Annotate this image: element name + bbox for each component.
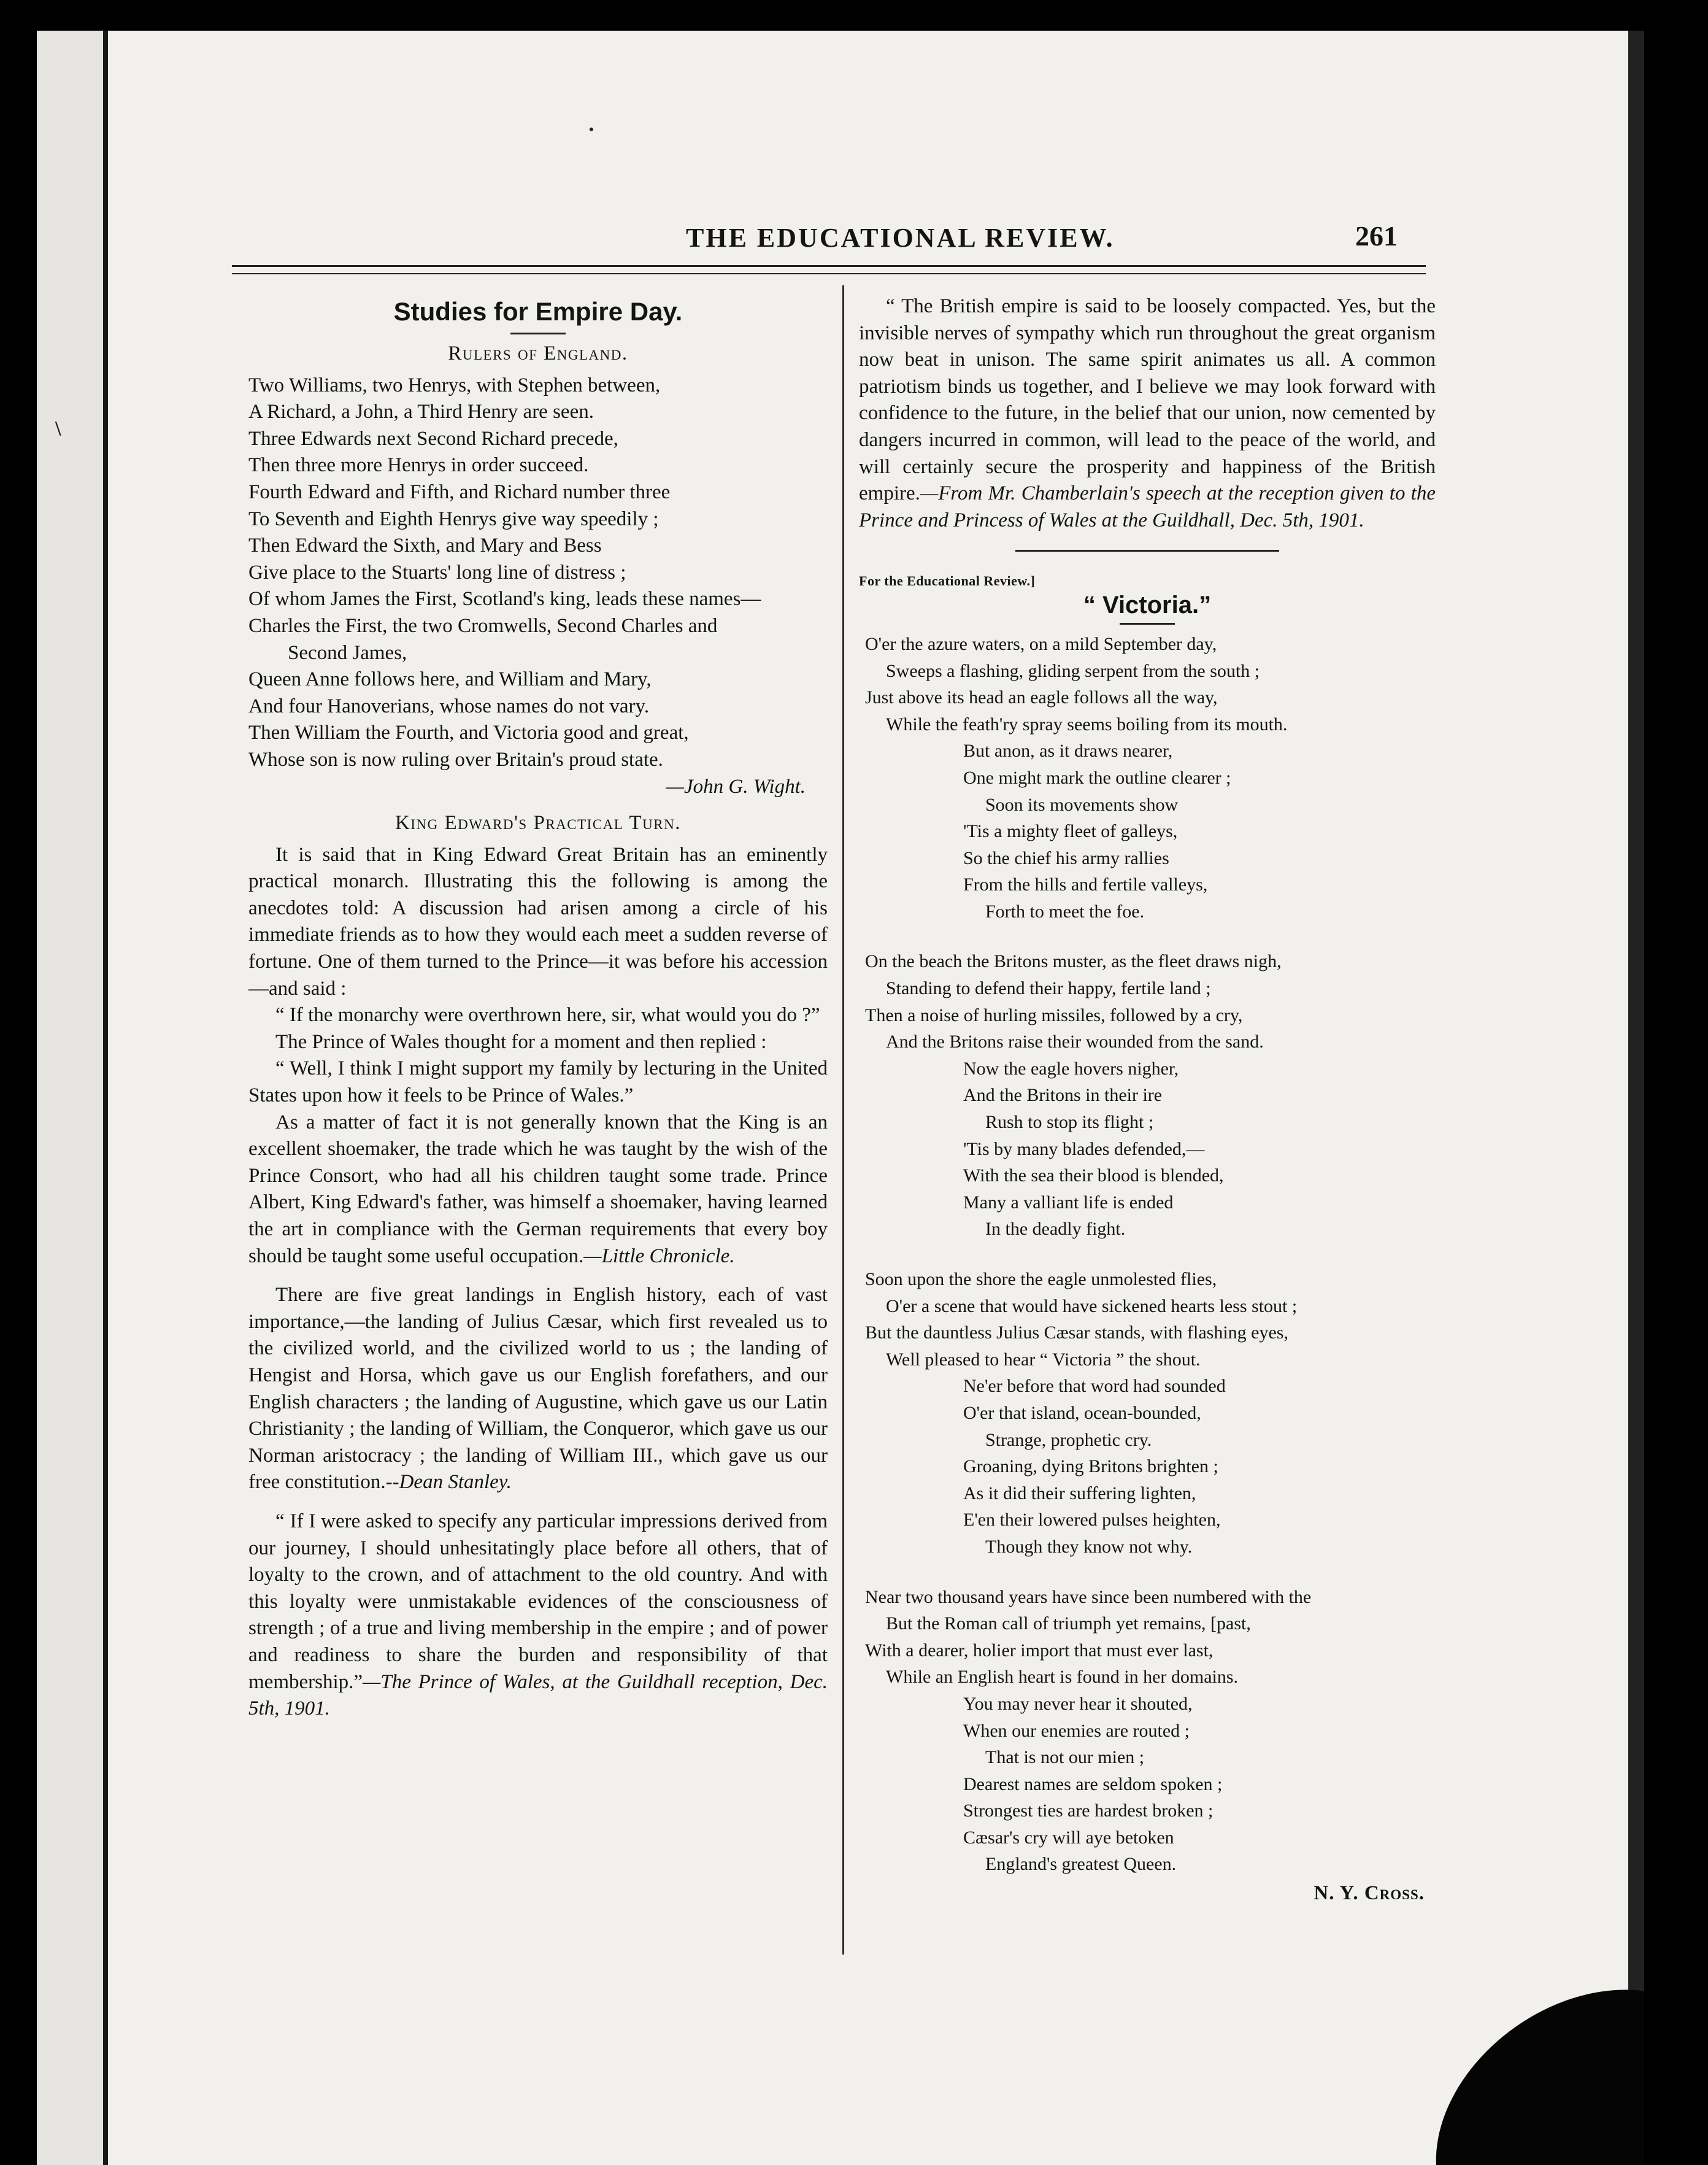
poem-line: With a dearer, holier import that must ever last, [865, 1640, 1214, 1661]
verse-line: Queen Anne follows here, and William and Mary, [248, 668, 652, 691]
poem-line: When our enemies are routed ; [963, 1720, 1190, 1741]
poem-line: Well pleased to hear “ Victoria ” the shout. [886, 1349, 1201, 1370]
scan-corner-shadow [1385, 1935, 1644, 2165]
practical-turn-subheading: King Edward's Practical Turn. [395, 812, 681, 835]
source-citation: --Dean Stanley. [385, 1471, 512, 1494]
poem-line: Now the eagle hovers nigher, [963, 1058, 1179, 1079]
verse-line: To Seventh and Eighth Henrys give way speedily ; [248, 507, 659, 530]
poem-line: But anon, as it draws nearer, [963, 741, 1173, 762]
poem-line: Dearest names are seldom spoken ; [963, 1773, 1223, 1794]
poem-line: So the chief his army rallies [963, 847, 1169, 868]
poem-line: Soon its movements show [985, 794, 1179, 815]
section-rule [1015, 550, 1279, 552]
landings-paragraph [248, 1282, 828, 1496]
poem-line: You may never hear it shouted, [963, 1693, 1193, 1714]
paragraph-text: As a matter of fact it is not generally known that the King is an excellent shoemaker, the trade which he was taught by the wish of the Prince Consort, who had all his children taught some trade. Prince Albert, King Edward's father, was himself a shoemaker, having learned the art in compliance with the German requirements that every boy should be taught some useful occupation. [248, 1111, 828, 1267]
rulers-attribution: —John G. Wight. [666, 775, 806, 798]
poem-line: England's greatest Queen. [985, 1854, 1177, 1875]
poem-line: Cæsar's cry will aye betoken [963, 1827, 1174, 1848]
poem-title: “ Victoria.” [1083, 591, 1212, 619]
poem-line: O'er a scene that would have sickened hearts less stout ; [886, 1295, 1298, 1316]
paragraph-text: There are five great landings in English history, each of vast importance,—the landing of Julius Cæsar, which first revealed us to the civilized world, and the civilized world to us ; the landing of Hengist and Horsa, which gave us our English forefathers, and our English characters ; the landing of Augustine, which gave us our Latin Christianity ; the landing of William, the Conqueror, which gave us our Norman aristocracy ; the landing of William III., which gave us our free constitution. [248, 1284, 828, 1494]
verse-line: Then Edward the Sixth, and Mary and Bess [248, 534, 602, 557]
poem-line: O'er that island, ocean-bounded, [963, 1402, 1201, 1423]
poem-line: 'Tis a mighty fleet of galleys, [963, 821, 1178, 842]
poem-line: Sweeps a flashing, gliding serpent from the south ; [886, 660, 1260, 681]
poem-signature: N. Y. Cross. [1314, 1882, 1425, 1905]
poem-line: One might mark the outline clearer ; [963, 767, 1231, 788]
poem-line: But the Roman call of triumph yet remains, [past, [886, 1613, 1251, 1634]
verse-line: Of whom James the First, Scotland's king, leads these names— [248, 588, 761, 611]
poem-line: Rush to stop its flight ; [985, 1112, 1154, 1133]
article-title: Studies for Empire Day. [393, 297, 683, 326]
poem-line: Many a valliant life is ended [963, 1192, 1174, 1213]
poem [859, 631, 1436, 1878]
poem-line: Soon upon the shore the eagle unmolested flies, [865, 1269, 1217, 1289]
poem-line: That is not our mien ; [985, 1747, 1145, 1768]
verse-line: A Richard, a John, a Third Henry are seen. [248, 401, 594, 423]
poem-line: With the sea their blood is blended, [963, 1165, 1224, 1186]
poem-line: While an English heart is found in her domains. [886, 1667, 1239, 1688]
verse-line: Two Williams, two Henrys, with Stephen between, [248, 374, 661, 396]
journal-title: THE EDUCATIONAL REVIEW. [686, 223, 1115, 253]
scan-margin-strip [37, 31, 108, 2165]
poem-line: Standing to defend their happy, fertile land ; [886, 978, 1211, 999]
verse-line: Charles the First, the two Cromwells, Second Charles and [248, 614, 718, 637]
poem-stanza [859, 948, 1436, 1243]
poem-line: And the Britons in their ire [963, 1085, 1163, 1106]
scan-speck: \ [55, 417, 61, 440]
rulers-subheading: Rulers of England. [448, 342, 628, 365]
title-rule [510, 333, 566, 334]
verse-line: Second James, [288, 641, 407, 664]
poem-line: From the hills and fertile valleys, [963, 874, 1208, 895]
left-column [248, 293, 828, 1723]
header-rule [232, 265, 1426, 274]
source-citation: —From Mr. Chamberlain's speech at the reception given to the Prince and Princess of Wales at the Guildhall, Dec. 5th, 1901. [859, 482, 1436, 531]
paragraph-text: “ The British empire is said to be loosely compacted. Yes, but the invisible nerves of sympathy which run throughout the great organism now beat in unison. The same spirit animates us all. A common patriotism binds us together, and I believe we may look forward with confidence to the future, in the belief that our union, now cemented by dangers incurred in common, will lead to the peace of the world, and will certainly secure the prosperity and happiness of the British empire. [859, 295, 1436, 505]
poem-line: Ne'er before that word had sounded [963, 1376, 1226, 1397]
poem-line: As it did their suffering lighten, [963, 1483, 1196, 1503]
poem-line: Forth to meet the foe. [985, 901, 1145, 922]
source-citation: —Little Chronicle. [583, 1245, 735, 1267]
practical-turn-paragraph [248, 1110, 828, 1270]
practical-turn-paragraph: “ If the monarchy were overthrown here, sir, what would you do ?” [275, 1004, 820, 1027]
chamberlain-quote-paragraph [859, 293, 1436, 534]
verse-line: Then William the Fourth, and Victoria good and great, [248, 722, 689, 744]
verse-line: Three Edwards next Second Richard precede, [248, 427, 618, 450]
poem-line: Strange, prophetic cry. [985, 1429, 1152, 1450]
poem-line: O'er the azure waters, on a mild September day, [865, 633, 1217, 654]
poem-line: Groaning, dying Britons brighten ; [963, 1456, 1218, 1477]
poem-title-rule [1120, 623, 1175, 625]
poem-line: In the deadly fight. [985, 1219, 1126, 1240]
poem-line: But the dauntless Julius Cæsar stands, with flashing eyes, [865, 1322, 1288, 1343]
practical-turn-paragraph: “ Well, I think I might support my family by lecturing in the United States upon how it feels to be Prince of Wales.” [248, 1057, 828, 1107]
column-divider [842, 285, 844, 1955]
poem-line: On the beach the Britons muster, as the fleet draws nigh, [865, 951, 1282, 972]
poem-line: E'en their lowered pulses heighten, [963, 1510, 1221, 1530]
verse-line: Fourth Edward and Fifth, and Richard number three [248, 480, 671, 503]
poem-line: Near two thousand years have since been numbered with the [865, 1586, 1312, 1607]
poem-line: 'Tis by many blades defended,— [963, 1138, 1205, 1159]
verse-line: Give place to the Stuarts' long line of distress ; [248, 561, 626, 584]
scan-right-edge [1628, 31, 1644, 2165]
prince-quote-paragraph [248, 1508, 828, 1723]
verse-line: Then three more Henrys in order succeed. [248, 454, 589, 477]
verse-line: Whose son is now ruling over Britain's proud state. [248, 748, 663, 771]
page-number: 261 [1355, 220, 1398, 252]
right-column [859, 293, 1436, 1907]
poem-line: And the Britons raise their wounded from the sand. [886, 1032, 1264, 1052]
poem-line: Just above its head an eagle follows all the way, [865, 687, 1218, 708]
practical-turn-paragraph: It is said that in King Edward Great Britain has an eminently practical monarch. Illustrating this the following is among the anecdotes told: A discussion had arisen among a circle of his immediate friends as to how they would each meet a sudden reverse of fortune. One of them turned to the Prince—it was before his accession—and said : [248, 843, 828, 1000]
source-citation: —The Prince of Wales, at the Guildhall reception, Dec. 5th, 1901. [248, 1670, 828, 1720]
poem-stanza [859, 631, 1436, 925]
running-head [232, 222, 1398, 265]
poem-line: While the feath'ry spray seems boiling from its mouth. [886, 714, 1288, 735]
poem-line: Then a noise of hurling missiles, followed by a cry, [865, 1005, 1243, 1025]
poem-line: Strongest ties are hardest broken ; [963, 1800, 1214, 1821]
rulers-verse [248, 372, 828, 774]
verse-line: And four Hanoverians, whose names do not vary. [248, 695, 650, 717]
paragraph-text: “ If I were asked to specify any particular impressions derived from our journey, I should unhesitatingly place before all others, that of loyalty to the crown, and of attachment to the old country. And with this loyalty were unmistakable evidences of the consciousness of strength ; of a true and living membership in the empire ; and of power and readiness to share the burden and responsibility of that membership.” [248, 1510, 828, 1693]
practical-turn-paragraph: The Prince of Wales thought for a moment and then replied : [275, 1030, 767, 1053]
scan-speck: • [589, 122, 594, 137]
poem-stanza [859, 1266, 1436, 1561]
poem-line: Though they know not why. [985, 1536, 1193, 1557]
poem-stanza [859, 1584, 1436, 1878]
poem-credit: For the Educational Review.] [859, 573, 1036, 589]
